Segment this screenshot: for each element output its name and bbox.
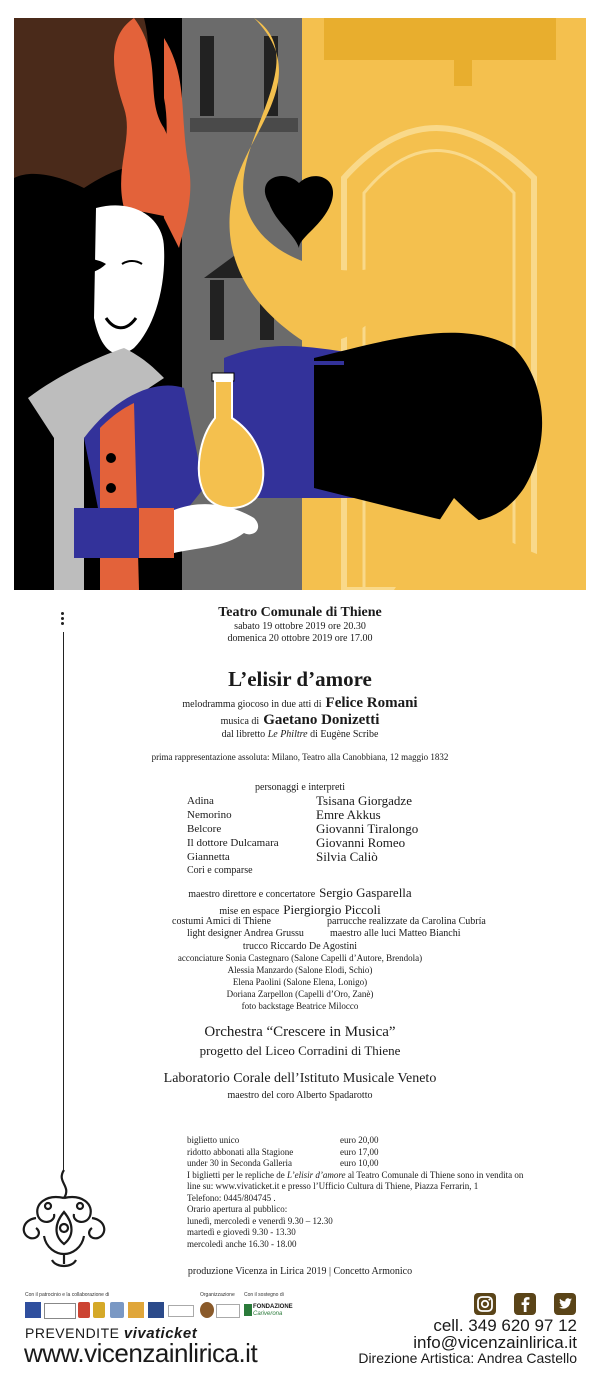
role-item: Il dottore Dulcamara bbox=[187, 837, 279, 849]
cast-heading: personaggi e interpreti bbox=[255, 782, 345, 793]
instagram-icon[interactable] bbox=[474, 1293, 496, 1315]
crest-logo-4 bbox=[128, 1302, 144, 1318]
production-credit: produzione Vicenza in Lirica 2019 | Concetto Armonico bbox=[187, 1266, 413, 1277]
email-link[interactable]: info@vicenzainlirica.it bbox=[413, 1333, 577, 1352]
director-line bbox=[0, 901, 600, 919]
light-master-credit: maestro alle luci Matteo Bianchi bbox=[330, 928, 461, 939]
organizer-logo bbox=[200, 1302, 214, 1318]
partner-logo bbox=[168, 1305, 194, 1317]
librettist-name: Felice Romani bbox=[325, 695, 418, 711]
performance-date-2: domenica 20 ottobre 2019 ore 17.00 bbox=[227, 633, 373, 644]
role-item: Belcore bbox=[187, 823, 222, 835]
choir-master bbox=[0, 1090, 600, 1101]
director-prefix: mise en espace bbox=[219, 906, 280, 917]
performer-item: Giovanni Romeo bbox=[316, 835, 406, 850]
performer-item: Tsisana Giorgadze bbox=[316, 793, 412, 808]
ticket-row bbox=[187, 1158, 557, 1170]
music-prefix: musica di bbox=[220, 716, 260, 727]
region-logo bbox=[25, 1302, 41, 1318]
patronage-label: Con il patrocinio e la collaborazione di bbox=[25, 1292, 110, 1298]
crest-logo-2 bbox=[93, 1302, 105, 1318]
performers-list bbox=[316, 793, 418, 863]
conductor-line bbox=[0, 884, 600, 902]
subtitle-prefix: melodramma giocoso in due atti di bbox=[182, 699, 322, 710]
wigs-credit: parrucche realizzate da Carolina Cubría bbox=[327, 916, 486, 927]
hair-credit-3: Elena Paolini (Salone Elena, Lonigo) bbox=[232, 977, 368, 987]
council-logo bbox=[148, 1302, 164, 1318]
ticket-info-text-1: I biglietti per le repliche de bbox=[187, 1169, 285, 1180]
ticket-row bbox=[187, 1147, 557, 1159]
ticket-label: ridotto abbonati alla Stagione bbox=[187, 1146, 294, 1157]
hair-credit-4: Doriana Zarpellon (Capelli d’Oro, Zanè) bbox=[226, 989, 374, 999]
role-item: Adina bbox=[187, 795, 214, 807]
presale-label: PREVENDITE bbox=[25, 1325, 120, 1341]
conductor-prefix: maestro direttore e concertatore bbox=[188, 889, 316, 900]
website-link[interactable]: www.vicenzainlirica.it bbox=[24, 1338, 258, 1368]
light-credit: light designer Andrea Grussu bbox=[187, 928, 304, 939]
artistic-direction: Direzione Artistica: Andrea Castello bbox=[358, 1350, 577, 1366]
foundation-label: FONDAZIONE bbox=[253, 1304, 293, 1310]
hours-1: lunedì, mercoledì e venerdì 9.30 – 12.30 bbox=[187, 1215, 333, 1226]
hair-credit: acconciature Sonia Castegnaro (Salone Capelli d’Autore, Brendola) bbox=[177, 953, 423, 963]
libretto-suffix: di Eugène Scribe bbox=[310, 729, 379, 740]
foundation-label-2: Cariverona bbox=[253, 1311, 283, 1317]
hours-title: Orario apertura al pubblico: bbox=[187, 1204, 288, 1214]
phone-number: cell. 349 620 97 12 bbox=[433, 1316, 577, 1335]
performer-item: Emre Akkus bbox=[316, 807, 381, 822]
costumes-credit: costumi Amici di Thiene bbox=[172, 916, 271, 927]
ticket-price: euro 17,00 bbox=[340, 1146, 379, 1157]
facebook-icon[interactable] bbox=[514, 1293, 536, 1315]
ticket-info-title: L’elisir d’amore bbox=[286, 1169, 346, 1180]
ticket-label: biglietto unico bbox=[187, 1135, 240, 1145]
hair-credit-2: Alessia Manzardo (Salone Elodi, Schio) bbox=[227, 965, 373, 975]
performer-item: Silvia Caliò bbox=[316, 849, 378, 864]
crest-logo-3 bbox=[110, 1302, 124, 1318]
role-item: Cori e comparse bbox=[187, 865, 253, 876]
performance-date-1: sabato 19 ottobre 2019 ore 20.30 bbox=[234, 621, 366, 632]
composer-name: Gaetano Donizetti bbox=[263, 712, 380, 728]
hours-3: mercoledì anche 16.30 - 18.00 bbox=[187, 1238, 297, 1249]
opera-title: L’elisir d’amore bbox=[228, 667, 372, 691]
performer-item: Giovanni Tiralongo bbox=[316, 821, 419, 836]
role-item: Nemorino bbox=[187, 809, 232, 821]
poster-illustration bbox=[14, 18, 586, 590]
theater-name: Teatro Comunale di Thiene bbox=[218, 605, 382, 620]
ticket-info bbox=[187, 1135, 557, 1250]
ministry-logo bbox=[44, 1303, 76, 1319]
organization-label: Organizzazione bbox=[200, 1292, 235, 1298]
role-item: Giannetta bbox=[187, 851, 230, 863]
ornament-icon bbox=[16, 1168, 112, 1272]
libretto-line bbox=[0, 729, 600, 740]
choir-master-text: maestro del coro Alberto Spadarotto bbox=[227, 1090, 373, 1101]
organizer-logo-2 bbox=[216, 1304, 240, 1318]
twitter-icon[interactable] bbox=[554, 1293, 576, 1315]
ticket-price: euro 10,00 bbox=[340, 1158, 379, 1168]
orchestra-project: progetto del Liceo Corradini di Thiene bbox=[199, 1043, 401, 1058]
conductor-name: Sergio Gasparella bbox=[319, 885, 412, 900]
composer-line bbox=[0, 711, 600, 729]
crest-logo bbox=[78, 1302, 90, 1318]
makeup-credit: trucco Riccardo De Agostini bbox=[242, 941, 358, 952]
foundation-name bbox=[253, 1304, 293, 1318]
ticket-sale-location: line su: www.vivaticket.it e presso l’Ufficio Cultura di Thiene, Piazza Ferrarin, 1 bbox=[187, 1181, 479, 1191]
librettist-line bbox=[0, 694, 600, 712]
foundation-logo bbox=[244, 1304, 252, 1316]
ticket-sale-info bbox=[187, 1170, 557, 1182]
ticket-info-text-2: al Teatro Comunale di Thiene sono in vendita on bbox=[347, 1169, 524, 1180]
roles-list bbox=[187, 795, 279, 879]
libretto-title: Le Philtre bbox=[267, 729, 308, 740]
premiere-info: prima rappresentazione assoluta: Milano, Teatro alla Canobbiana, 12 maggio 1832 bbox=[151, 752, 449, 762]
ticket-row bbox=[187, 1135, 557, 1147]
ticket-label: under 30 in Seconda Galleria bbox=[187, 1158, 292, 1168]
vivaticket-logo: vivaticket bbox=[123, 1325, 198, 1342]
orchestra-name: Orchestra “Crescere in Musica” bbox=[204, 1024, 396, 1040]
choir-name: Laboratorio Corale dell’Istituto Musicale Veneto bbox=[163, 1071, 437, 1086]
director-name: Piergiorgio Piccoli bbox=[283, 902, 381, 917]
hours-2: martedì e giovedì 9.30 - 13.30 bbox=[187, 1227, 296, 1237]
libretto-prefix: dal libretto bbox=[221, 729, 266, 740]
ticket-phone: Telefono: 0445/804745 . bbox=[187, 1192, 276, 1203]
ticket-price: euro 20,00 bbox=[340, 1135, 379, 1145]
photo-credit: foto backstage Beatrice Milocco bbox=[241, 1001, 359, 1011]
support-label: Con il sostegno di bbox=[244, 1292, 284, 1298]
